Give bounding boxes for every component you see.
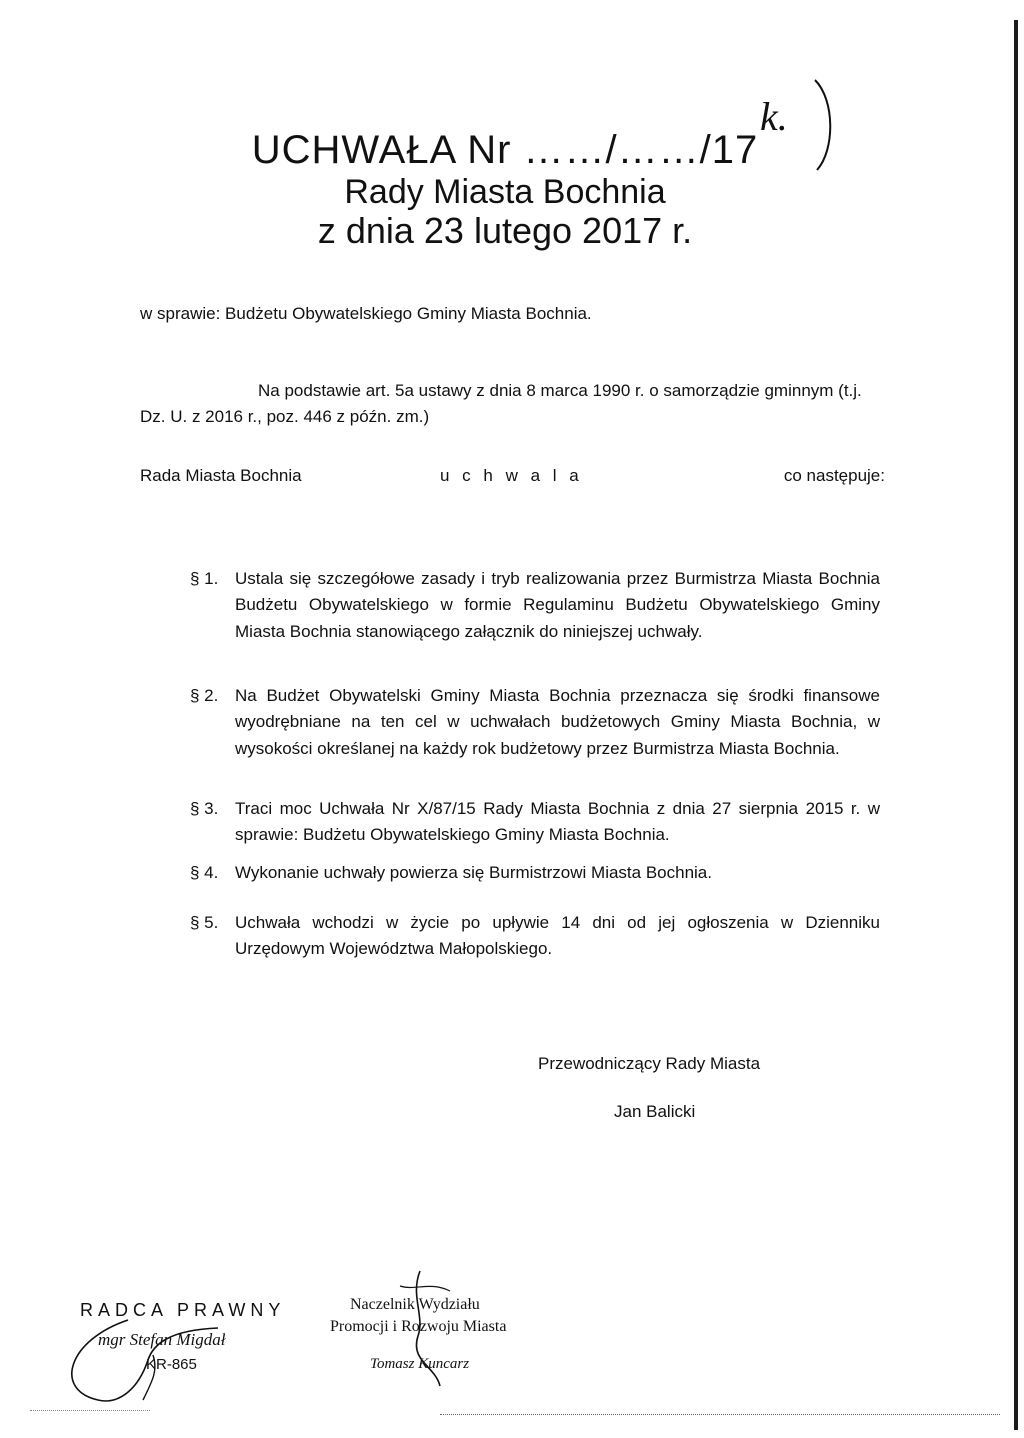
handwritten-mark-text: k. (760, 94, 788, 139)
paragraph-4 (190, 860, 880, 886)
paragraph-text: Traci moc Uchwała Nr X/87/15 Rady Miasta Bochnia z dnia 27 sierpnia 2015 r. w sprawie: Budżetu Obywatelskiego Gminy Miasta Bochnia. (235, 799, 880, 845)
title-line-1: UCHWAŁA Nr ……/……/17 (251, 128, 759, 172)
scan-noise (30, 1410, 150, 1411)
resolves-word: u c h w a l a (440, 466, 583, 485)
signature-icon (58, 1300, 298, 1410)
legal-advisor-stamp (58, 1300, 298, 1410)
paragraph-5 (190, 910, 880, 963)
paragraph-label: § 3. (190, 799, 219, 818)
scan-edge (1014, 20, 1018, 1430)
council-name: Rada Miasta Bochnia (140, 466, 302, 485)
department-head-stamp (320, 1296, 540, 1396)
paragraph-3 (190, 796, 880, 849)
signature-icon (380, 1266, 460, 1396)
paragraph-text: Ustala się szczegółowe zasady i tryb realizowania przez Burmistrza Miasta Bochnia Budżetu Obywatelskiego w formie Regulaminu Budżetu Obywatelskiego Gminy Miasta Bochnia stanowiącego załącznik do niniejszej uchwały. (235, 569, 880, 641)
stamp-name: mgr Stefan Migdał (98, 1330, 226, 1349)
handwritten-mark-icon (755, 70, 845, 180)
stamp-line-1: Naczelnik Wydziału (350, 1296, 480, 1313)
scan-noise (440, 1414, 1000, 1415)
paragraph-text: Wykonanie uchwały powierza się Burmistrzowi Miasta Bochnia. (235, 863, 712, 882)
stamp-name: Tomasz Kuncarz (370, 1356, 470, 1372)
paragraph-label: § 5. (190, 913, 219, 932)
paragraph-text: Na Budżet Obywatelski Gminy Miasta Bochnia przeznacza się środki finansowe wyodrębniane na ten cel w uchwałach budżetowych Gminy Miasta Bochnia, w wysokości określanej na każdy rok budżetowy przez Burmistrza Miasta Bochnia. (235, 686, 880, 758)
paragraph-label: § 1. (190, 569, 219, 588)
paragraph-2 (190, 683, 880, 762)
stamp-code: KR-865 (146, 1356, 197, 1373)
stamp-line-2: Promocji i Rozwoju Miasta (330, 1318, 507, 1335)
paragraph-1 (190, 566, 880, 645)
stamp-title: RADCA PRAWNY (80, 1300, 286, 1320)
resolution-title (240, 128, 770, 251)
legal-basis: Na podstawie art. 5a ustawy z dnia 8 marca 1990 r. o samorządzie gminnym (t.j. Dz. U. z 2016 r., poz. 446 z późn. zm.) (140, 381, 862, 426)
chair-title: Przewodniczący Rady Miasta (538, 1054, 761, 1073)
as-follows: co następuje: (783, 466, 885, 485)
subject-line: w sprawie: Budżetu Obywatelskiego Gminy Miasta Bochnia. (140, 304, 592, 323)
paragraph-label: § 4. (190, 863, 219, 882)
title-line-2: Rady Miasta Bochnia (344, 172, 666, 211)
paragraph-label: § 2. (190, 686, 219, 705)
paragraph-text: Uchwała wchodzi w życie po upływie 14 dni od jej ogłoszenia w Dzienniku Urzędowym Województwa Małopolskiego. (235, 913, 880, 959)
title-line-3: z dnia 23 lutego 2017 r. (317, 209, 693, 251)
chair-name: Jan Balicki (614, 1102, 696, 1121)
